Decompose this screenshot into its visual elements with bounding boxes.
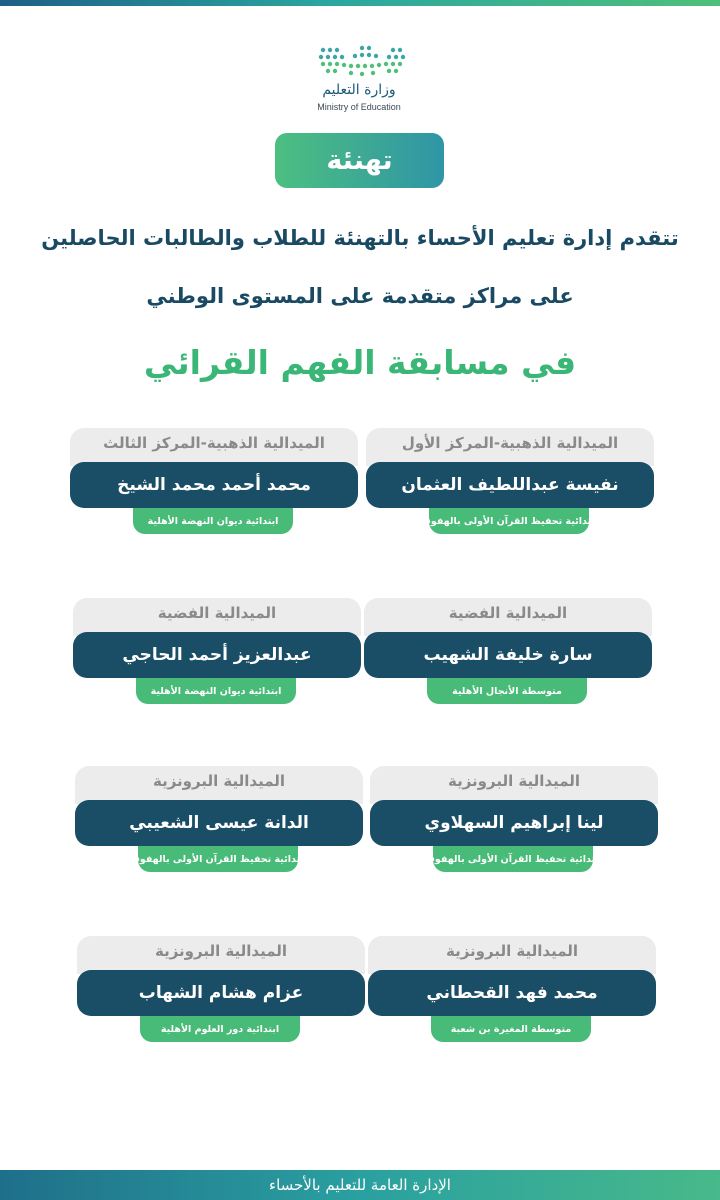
- winner-name: لينا إبراهيم السهلاوي: [370, 800, 658, 846]
- medal-label: الميدالية البرونزية: [370, 766, 658, 804]
- school-label: متوسطة الأنجال الأهلية: [427, 678, 587, 704]
- logo-english-text: Ministry of Education: [317, 102, 401, 112]
- school-label: ابتدائية تحفيظ القرآن الأولى بالهفوف: [433, 846, 593, 872]
- intro-line-1: تتقدم إدارة تعليم الأحساء بالتهنئة للطلاب والطالبات الحاصلين: [41, 226, 679, 250]
- school-label: متوسطة المغيرة بن شعبة: [431, 1016, 591, 1042]
- winner-name: عزام هشام الشهاب: [77, 970, 365, 1016]
- winner-card: [364, 598, 652, 708]
- school-label: ابتدائية تحفيظ القرآن الأولى بالهفوف: [138, 846, 298, 872]
- winner-name: نفيسة عبداللطيف العثمان: [366, 462, 654, 508]
- winner-card: [75, 766, 363, 876]
- medal-label: الميدالية الذهبية-المركز الأول: [366, 428, 654, 466]
- medal-label: الميدالية الذهبية-المركز الثالث: [70, 428, 358, 466]
- school-label: ابتدائية تحفيظ القرآن الأولى بالهفوف: [429, 508, 589, 534]
- winner-name: محمد أحمد محمد الشيخ: [70, 462, 358, 508]
- winner-name: الدانة عيسى الشعيبي: [75, 800, 363, 846]
- medal-label: الميدالية البرونزية: [75, 766, 363, 804]
- school-label: ابتدائية ديوان النهضة الأهلية: [136, 678, 296, 704]
- winner-card: [370, 766, 658, 876]
- footer-bar: الإدارة العامة للتعليم بالأحساء: [0, 1170, 720, 1200]
- winner-name: سارة خليفة الشهيب: [364, 632, 652, 678]
- congratulations-badge: تهنئة: [275, 133, 444, 188]
- winner-card: [366, 428, 654, 538]
- logo-arabic-text: وزارة التعليم: [322, 82, 396, 98]
- medal-label: الميدالية البرونزية: [77, 936, 365, 974]
- winner-card: [73, 598, 361, 708]
- intro-line-2: على مراكز متقدمة على المستوى الوطني: [146, 284, 574, 308]
- school-label: ابتدائية ديوان النهضة الأهلية: [133, 508, 293, 534]
- winner-name: عبدالعزيز أحمد الحاجي: [73, 632, 361, 678]
- medal-label: الميدالية الفضية: [364, 598, 652, 636]
- winner-card: [77, 936, 365, 1046]
- medal-label: الميدالية الفضية: [73, 598, 361, 636]
- winner-name: محمد فهد القحطاني: [368, 970, 656, 1016]
- top-accent-bar: [0, 0, 720, 6]
- winner-card: [368, 936, 656, 1046]
- medal-label: الميدالية البرونزية: [368, 936, 656, 974]
- logo-dots-icon: [315, 44, 409, 78]
- winner-card: [70, 428, 358, 538]
- competition-title: في مسابقة الفهم القرائي: [143, 343, 577, 382]
- school-label: ابتدائية دور العلوم الأهلية: [140, 1016, 300, 1042]
- ministry-logo: [309, 44, 409, 116]
